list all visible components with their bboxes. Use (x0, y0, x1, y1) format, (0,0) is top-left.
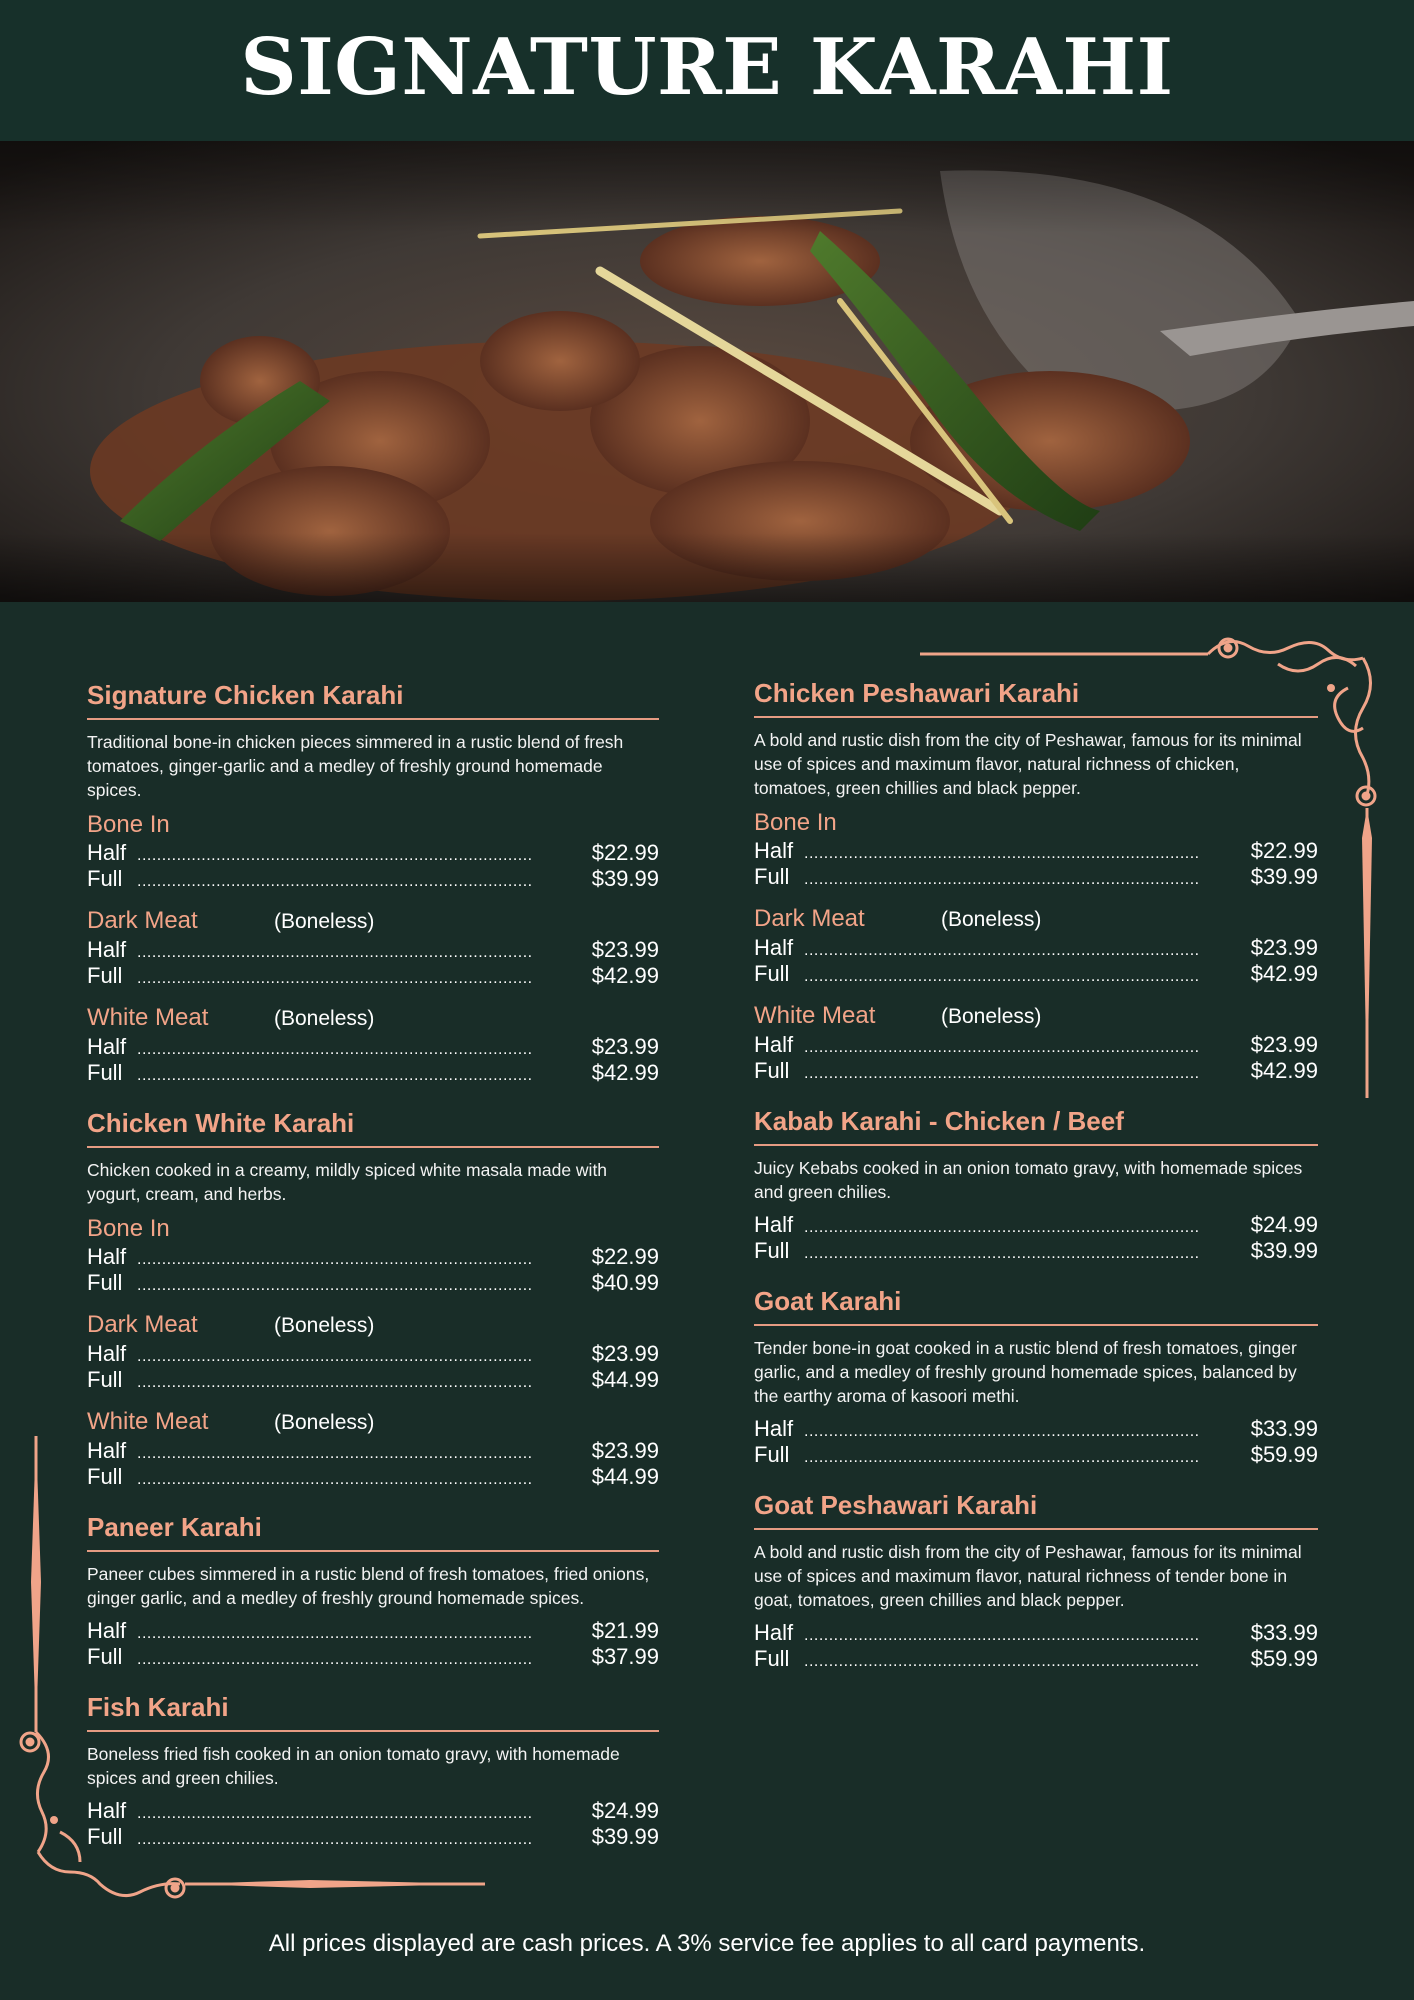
price-group (87, 1618, 659, 1670)
dot-leader: ................................................................................ (137, 1625, 533, 1642)
price-group (754, 1620, 1318, 1672)
portion-label: Full (87, 1644, 123, 1669)
dot-leader: ................................................................................ (137, 1041, 533, 1058)
dot-leader: ................................................................................ (137, 944, 533, 961)
dot-leader: ................................................................................ (137, 1805, 533, 1822)
menu-section-goat-karahi (754, 1284, 1318, 1468)
meat-type-label: Dark Meat (754, 905, 865, 932)
section-description: Paneer cubes simmered in a rustic blend of fresh tomatoes, fried onions, ginger garlic, and a medley of freshly ground homemade spices. (87, 1564, 650, 1608)
price-row (754, 864, 1318, 890)
section-divider (754, 716, 1318, 718)
menu-section-paneer-karahi (87, 1510, 659, 1670)
portion-label: Half (87, 937, 127, 962)
portion-label: Full (87, 963, 123, 988)
section-divider (87, 1146, 659, 1148)
price-row (754, 1442, 1318, 1468)
menu-section-goat-peshawari-karahi (754, 1488, 1318, 1672)
price-row (87, 1464, 659, 1490)
portion-label: Full (754, 961, 790, 986)
portion-label: Full (754, 1238, 790, 1263)
dot-leader: ................................................................................ (137, 1251, 533, 1268)
price-group-header (754, 1001, 1318, 1032)
portion-label: Full (87, 1270, 123, 1295)
dot-leader: ................................................................................ (137, 1651, 533, 1668)
dot-leader: ................................................................................ (137, 873, 533, 890)
section-divider (87, 1550, 659, 1552)
menu-section-signature-chicken-karahi (87, 678, 659, 1086)
price-row (87, 1060, 659, 1086)
price-amount: $22.99 (591, 1244, 659, 1269)
price-amount: $42.99 (591, 1060, 659, 1085)
price-group (754, 808, 1318, 890)
dot-leader: ................................................................................ (804, 1039, 1200, 1056)
portion-label: Full (87, 1060, 123, 1085)
price-amount: $23.99 (1250, 935, 1318, 960)
page-title: SIGNATURE KARAHI (240, 22, 1174, 113)
portion-label: Full (87, 866, 123, 891)
section-title: Chicken Peshawari Karahi (754, 678, 1080, 708)
section-description: Tender bone-in goat cooked in a rustic blend of fresh tomatoes, ginger garlic, and a medley of freshly ground homemade spices, balanced by the earthy aroma of kasoori methi. (754, 1338, 1297, 1406)
section-title: Paneer Karahi (87, 1512, 262, 1542)
price-amount: $23.99 (591, 1034, 659, 1059)
meat-type-label: Bone In (754, 809, 837, 836)
price-row (87, 1034, 659, 1060)
menu-section-chicken-peshawari-karahi (754, 676, 1318, 1084)
dot-leader: ................................................................................ (804, 942, 1200, 959)
dot-leader: ................................................................................ (137, 1374, 533, 1391)
price-row (754, 838, 1318, 864)
section-divider (87, 1730, 659, 1732)
boneless-note: (Boneless) (274, 1411, 375, 1434)
header-bar (0, 0, 1414, 141)
meat-type-label: Dark Meat (87, 907, 198, 934)
price-group-header (87, 906, 659, 937)
portion-label: Half (754, 935, 794, 960)
section-divider (754, 1528, 1318, 1530)
dot-leader: ................................................................................ (804, 1449, 1200, 1466)
price-row (754, 1646, 1318, 1672)
dot-leader: ................................................................................ (804, 845, 1200, 862)
price-group (87, 810, 659, 892)
dot-leader: ................................................................................ (137, 970, 533, 987)
portion-label: Half (754, 1212, 794, 1237)
price-row (754, 1416, 1318, 1442)
price-group (87, 1798, 659, 1850)
hero-food-photo (0, 141, 1414, 602)
portion-label: Full (87, 1464, 123, 1489)
meat-type-label: Dark Meat (87, 1311, 198, 1338)
price-amount: $21.99 (591, 1618, 659, 1643)
price-amount: $42.99 (1250, 961, 1318, 986)
price-group (754, 1416, 1318, 1468)
price-row (754, 1058, 1318, 1084)
dot-leader: ................................................................................ (137, 1831, 533, 1848)
section-divider (754, 1144, 1318, 1146)
price-row (754, 1238, 1318, 1264)
dot-leader: ................................................................................ (137, 1471, 533, 1488)
price-group (87, 1310, 659, 1393)
price-row (87, 1824, 659, 1850)
boneless-note: (Boneless) (274, 1007, 375, 1030)
price-row (87, 1438, 659, 1464)
price-row (87, 1798, 659, 1824)
price-row (754, 1620, 1318, 1646)
price-row (754, 1032, 1318, 1058)
section-title: Chicken White Karahi (87, 1108, 355, 1138)
price-amount: $39.99 (591, 866, 659, 891)
price-group-header (87, 810, 659, 840)
portion-label: Half (754, 1032, 794, 1057)
dot-leader: ................................................................................ (804, 1653, 1200, 1670)
dot-leader: ................................................................................ (137, 1067, 533, 1084)
section-description: Traditional bone-in chicken pieces simmered in a rustic blend of fresh tomatoes, ginger-garlic and a medley of freshly ground homemade spices. (87, 732, 624, 800)
price-row (87, 866, 659, 892)
price-row (754, 961, 1318, 987)
price-group-header (87, 1003, 659, 1034)
price-group (87, 1003, 659, 1086)
price-group-header (87, 1214, 659, 1244)
dot-leader: ................................................................................ (137, 1277, 533, 1294)
meat-type-label: Bone In (87, 1215, 170, 1242)
price-amount: $59.99 (1250, 1442, 1318, 1467)
dot-leader: ................................................................................ (137, 847, 533, 864)
price-row (87, 840, 659, 866)
portion-label: Full (754, 1058, 790, 1083)
dot-leader: ................................................................................ (804, 1065, 1200, 1082)
price-amount: $23.99 (1250, 1032, 1318, 1057)
price-row (87, 937, 659, 963)
dot-leader: ................................................................................ (804, 1219, 1200, 1236)
price-amount: $23.99 (591, 1341, 659, 1366)
price-amount: $44.99 (591, 1464, 659, 1489)
portion-label: Half (754, 1620, 794, 1645)
price-row (87, 1618, 659, 1644)
price-row (87, 1367, 659, 1393)
price-group-header (754, 904, 1318, 935)
price-amount: $37.99 (591, 1644, 659, 1669)
portion-label: Full (754, 1442, 790, 1467)
menu-section-chicken-white-karahi (87, 1106, 659, 1490)
portion-label: Half (87, 1618, 127, 1643)
dot-leader: ................................................................................ (137, 1445, 533, 1462)
dot-leader: ................................................................................ (137, 1348, 533, 1365)
portion-label: Full (754, 864, 790, 889)
section-description: A bold and rustic dish from the city of Peshawar, famous for its minimal use of spices and maximum flavor, natural richness of chicken, tomatoes, green chillies and black pepper. (754, 730, 1302, 798)
price-row (87, 963, 659, 989)
menu-section-kabab-karahi-chicken-beef (754, 1104, 1318, 1264)
price-amount: $39.99 (1250, 1238, 1318, 1263)
dot-leader: ................................................................................ (804, 968, 1200, 985)
price-amount: $39.99 (591, 1824, 659, 1849)
section-title: Fish Karahi (87, 1692, 229, 1722)
karahi-photo-image (0, 141, 1414, 602)
section-divider (754, 1324, 1318, 1326)
boneless-note: (Boneless) (274, 1314, 375, 1337)
price-group (87, 906, 659, 989)
price-amount: $33.99 (1250, 1620, 1318, 1645)
portion-label: Full (754, 1646, 790, 1671)
portion-label: Half (87, 840, 127, 865)
price-amount: $22.99 (591, 840, 659, 865)
price-row (87, 1341, 659, 1367)
boneless-note: (Boneless) (941, 908, 1042, 931)
price-row (87, 1244, 659, 1270)
portion-label: Half (754, 838, 794, 863)
meat-type-label: White Meat (87, 1408, 209, 1435)
section-description: A bold and rustic dish from the city of Peshawar, famous for its minimal use of spices and maximum flavor, natural richness of tender bone in goat, tomatoes, green chillies and black pepper. (754, 1542, 1302, 1610)
price-group-header (87, 1407, 659, 1438)
price-amount: $59.99 (1250, 1646, 1318, 1671)
meat-type-label: White Meat (754, 1002, 876, 1029)
portion-label: Full (87, 1367, 123, 1392)
price-amount: $39.99 (1250, 864, 1318, 889)
price-group-header (87, 1310, 659, 1341)
price-row (754, 1212, 1318, 1238)
portion-label: Full (87, 1824, 123, 1849)
section-title: Goat Karahi (754, 1286, 902, 1316)
section-title: Goat Peshawari Karahi (754, 1490, 1038, 1520)
portion-label: Half (754, 1416, 794, 1441)
meat-type-label: White Meat (87, 1004, 209, 1031)
price-group (754, 1212, 1318, 1264)
portion-label: Half (87, 1438, 127, 1463)
price-row (87, 1270, 659, 1296)
section-title: Signature Chicken Karahi (87, 680, 404, 710)
meat-type-label: Bone In (87, 811, 170, 838)
price-group (754, 904, 1318, 987)
price-group (87, 1407, 659, 1490)
price-group (754, 1001, 1318, 1084)
portion-label: Half (87, 1034, 127, 1059)
price-amount: $44.99 (591, 1367, 659, 1392)
price-row (87, 1644, 659, 1670)
dot-leader: ................................................................................ (804, 1423, 1200, 1440)
price-amount: $42.99 (1250, 1058, 1318, 1083)
left-menu-column (87, 678, 659, 1870)
price-amount: $40.99 (591, 1270, 659, 1295)
menu-section-fish-karahi (87, 1690, 659, 1850)
section-divider (87, 718, 659, 720)
dot-leader: ................................................................................ (804, 1627, 1200, 1644)
price-row (754, 935, 1318, 961)
price-amount: $23.99 (591, 1438, 659, 1463)
boneless-note: (Boneless) (274, 910, 375, 933)
price-amount: $23.99 (591, 937, 659, 962)
portion-label: Half (87, 1341, 127, 1366)
portion-label: Half (87, 1798, 127, 1823)
section-description: Juicy Kebabs cooked in an onion tomato gravy, with homemade spices and green chilies. (754, 1158, 1303, 1202)
footer-note: All prices displayed are cash prices. A 3% service fee applies to all card payments. (268, 1930, 1146, 1957)
section-title: Kabab Karahi - Chicken / Beef (754, 1106, 1124, 1136)
price-amount: $42.99 (591, 963, 659, 988)
right-menu-column (754, 676, 1318, 1692)
dot-leader: ................................................................................ (804, 1245, 1200, 1262)
price-amount: $33.99 (1250, 1416, 1318, 1441)
price-amount: $24.99 (591, 1798, 659, 1823)
price-amount: $24.99 (1250, 1212, 1318, 1237)
price-group (87, 1214, 659, 1296)
price-amount: $22.99 (1250, 838, 1318, 863)
section-description: Chicken cooked in a creamy, mildly spiced white masala made with yogurt, cream, and herbs. (87, 1160, 608, 1204)
section-description: Boneless fried fish cooked in an onion tomato gravy, with homemade spices and green chilies. (87, 1744, 620, 1788)
boneless-note: (Boneless) (941, 1005, 1042, 1028)
price-group-header (754, 808, 1318, 838)
dot-leader: ................................................................................ (804, 871, 1200, 888)
portion-label: Half (87, 1244, 127, 1269)
